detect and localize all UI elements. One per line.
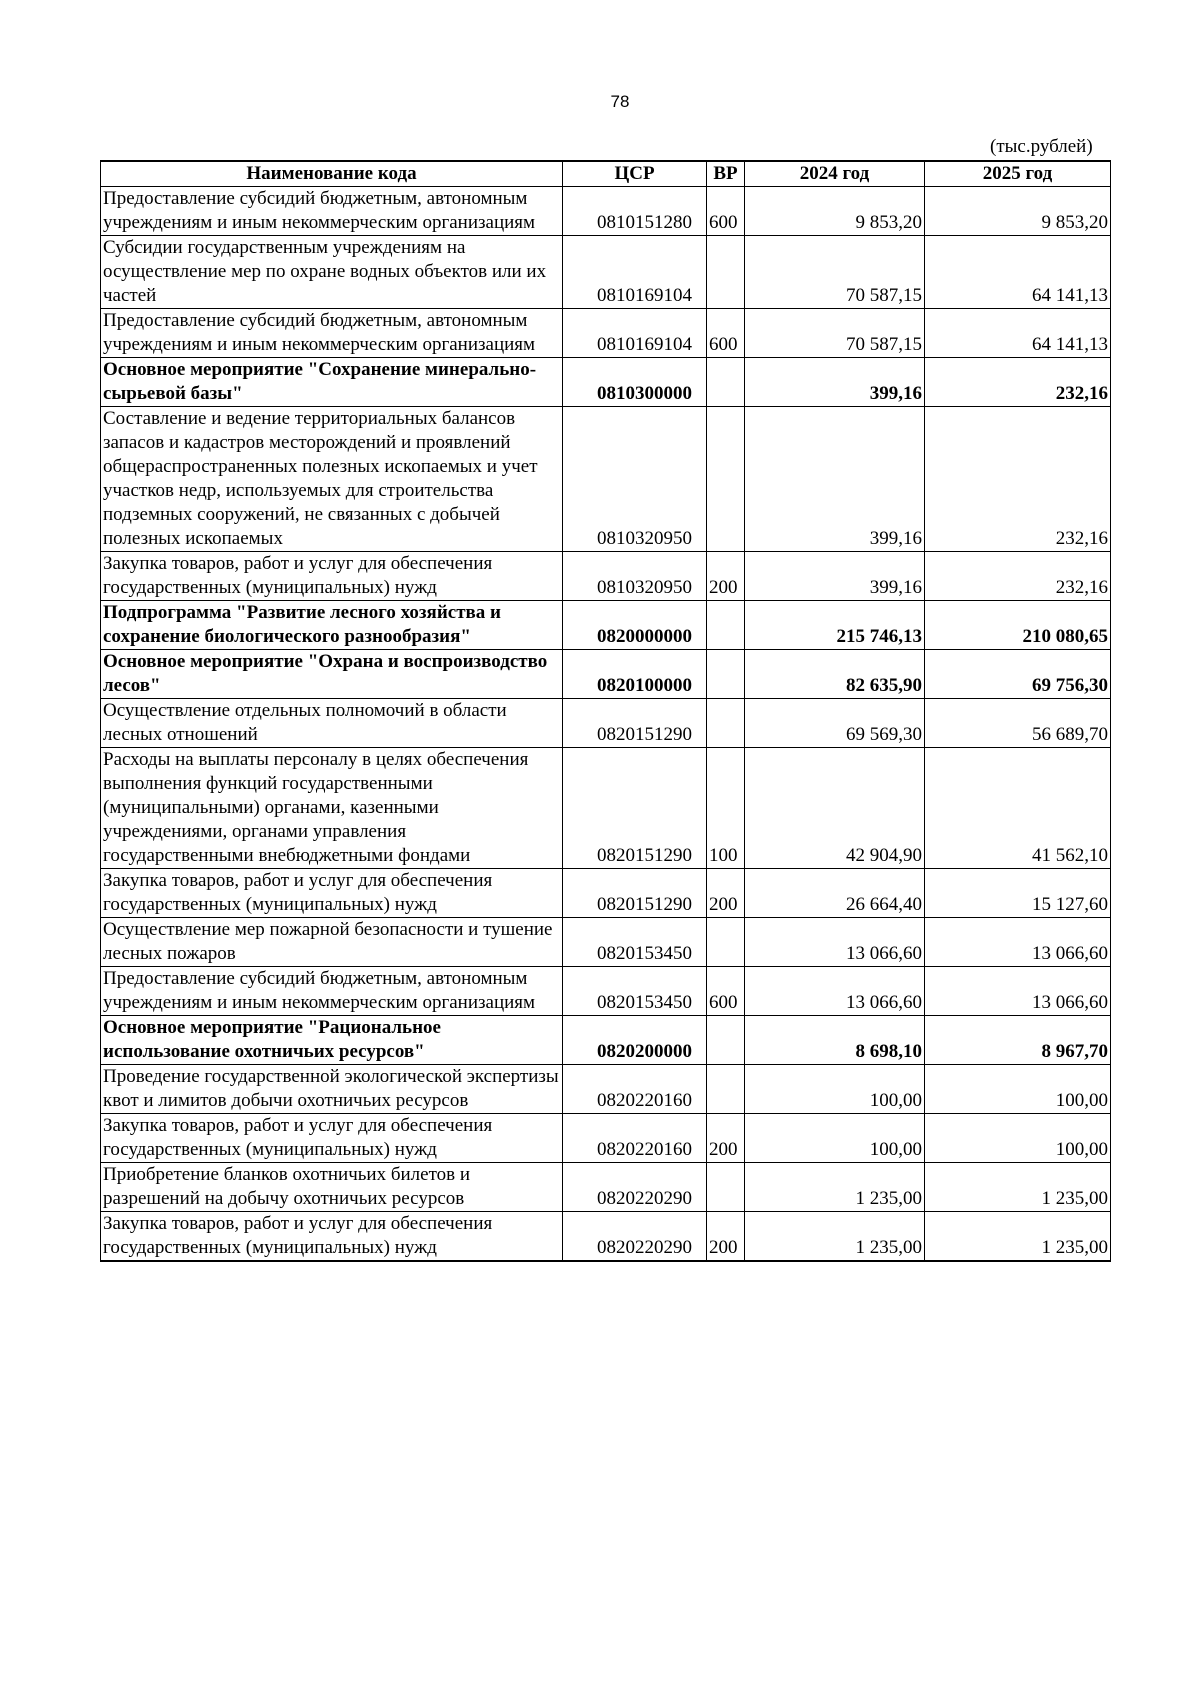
cell-2024: 8 698,10 <box>745 1016 925 1065</box>
table-row <box>101 407 1111 552</box>
table-row <box>101 1114 1111 1163</box>
cell-csr: 0810151280 <box>563 187 707 236</box>
cell-csr: 0810320950 <box>563 407 707 552</box>
cell-vr: 200 <box>707 869 745 918</box>
table-row <box>101 1163 1111 1212</box>
cell-2025: 1 235,00 <box>925 1163 1111 1212</box>
cell-vr: 200 <box>707 1212 745 1262</box>
table-row <box>101 650 1111 699</box>
cell-2024: 399,16 <box>745 407 925 552</box>
cell-vr <box>707 358 745 407</box>
cell-2025: 9 853,20 <box>925 187 1111 236</box>
cell-vr: 100 <box>707 748 745 869</box>
cell-2024: 69 569,30 <box>745 699 925 748</box>
cell-vr <box>707 1065 745 1114</box>
cell-vr: 200 <box>707 552 745 601</box>
cell-2025: 13 066,60 <box>925 918 1111 967</box>
table-row <box>101 699 1111 748</box>
table-row <box>101 1016 1111 1065</box>
cell-2025: 232,16 <box>925 407 1111 552</box>
cell-name: Предоставление субсидий бюджетным, автономным учреждениям и иным некоммерческим организациям <box>101 967 563 1016</box>
cell-vr <box>707 918 745 967</box>
cell-vr <box>707 407 745 552</box>
cell-csr: 0820151290 <box>563 699 707 748</box>
cell-csr: 0820220160 <box>563 1065 707 1114</box>
cell-vr: 600 <box>707 309 745 358</box>
cell-name: Основное мероприятие "Сохранение минерально-сырьевой базы" <box>101 358 563 407</box>
table-row <box>101 918 1111 967</box>
header-name: Наименование кода <box>101 161 563 187</box>
cell-2025: 232,16 <box>925 358 1111 407</box>
cell-name: Осуществление отдельных полномочий в области лесных отношений <box>101 699 563 748</box>
cell-csr: 0820151290 <box>563 748 707 869</box>
cell-2024: 70 587,15 <box>745 309 925 358</box>
cell-2024: 26 664,40 <box>745 869 925 918</box>
cell-2025: 100,00 <box>925 1065 1111 1114</box>
cell-2024: 215 746,13 <box>745 601 925 650</box>
cell-2024: 82 635,90 <box>745 650 925 699</box>
cell-csr: 0820200000 <box>563 1016 707 1065</box>
cell-csr: 0820220160 <box>563 1114 707 1163</box>
table-row <box>101 1065 1111 1114</box>
cell-csr: 0810320950 <box>563 552 707 601</box>
table-row <box>101 967 1111 1016</box>
table-row <box>101 748 1111 869</box>
cell-2025: 56 689,70 <box>925 699 1111 748</box>
cell-vr <box>707 236 745 309</box>
cell-vr: 600 <box>707 187 745 236</box>
cell-csr: 0810169104 <box>563 236 707 309</box>
cell-vr <box>707 1163 745 1212</box>
cell-2024: 13 066,60 <box>745 918 925 967</box>
cell-name: Подпрограмма "Развитие лесного хозяйства и сохранение биологического разнообразия" <box>101 601 563 650</box>
header-2025: 2025 год <box>925 161 1111 187</box>
cell-csr: 0820151290 <box>563 869 707 918</box>
cell-vr <box>707 699 745 748</box>
cell-vr <box>707 601 745 650</box>
cell-2024: 1 235,00 <box>745 1212 925 1262</box>
cell-name: Расходы на выплаты персоналу в целях обеспечения выполнения функций государственными (муниципальными) органами, казенными учреждениями, органами управления государственными внебюджетными фондами <box>101 748 563 869</box>
units-label: (тыс.рублей) <box>990 136 1093 157</box>
cell-name: Закупка товаров, работ и услуг для обеспечения государственных (муниципальных) нужд <box>101 1114 563 1163</box>
cell-csr: 0820153450 <box>563 967 707 1016</box>
cell-csr: 0820100000 <box>563 650 707 699</box>
table-row <box>101 601 1111 650</box>
cell-name: Основное мероприятие "Рациональное использование охотничьих ресурсов" <box>101 1016 563 1065</box>
cell-2024: 13 066,60 <box>745 967 925 1016</box>
table-row <box>101 1212 1111 1262</box>
cell-name: Приобретение бланков охотничьих билетов и разрешений на добычу охотничьих ресурсов <box>101 1163 563 1212</box>
table-body <box>101 187 1111 1262</box>
cell-2025: 15 127,60 <box>925 869 1111 918</box>
budget-table <box>100 160 1111 1262</box>
cell-csr: 0820153450 <box>563 918 707 967</box>
table-row <box>101 187 1111 236</box>
cell-2025: 64 141,13 <box>925 236 1111 309</box>
cell-name: Субсидии государственным учреждениям на осуществление мер по охране водных объектов или их частей <box>101 236 563 309</box>
cell-csr: 0810300000 <box>563 358 707 407</box>
cell-name: Закупка товаров, работ и услуг для обеспечения государственных (муниципальных) нужд <box>101 552 563 601</box>
header-2024: 2024 год <box>745 161 925 187</box>
cell-2025: 210 080,65 <box>925 601 1111 650</box>
cell-2025: 232,16 <box>925 552 1111 601</box>
cell-name: Предоставление субсидий бюджетным, автономным учреждениям и иным некоммерческим организациям <box>101 187 563 236</box>
cell-2024: 70 587,15 <box>745 236 925 309</box>
cell-2025: 13 066,60 <box>925 967 1111 1016</box>
cell-2025: 8 967,70 <box>925 1016 1111 1065</box>
cell-name: Основное мероприятие "Охрана и воспроизводство лесов" <box>101 650 563 699</box>
cell-2025: 64 141,13 <box>925 309 1111 358</box>
cell-vr: 200 <box>707 1114 745 1163</box>
table-header-row <box>101 161 1111 187</box>
cell-2025: 100,00 <box>925 1114 1111 1163</box>
cell-2024: 399,16 <box>745 358 925 407</box>
cell-csr: 0820220290 <box>563 1163 707 1212</box>
table-row <box>101 236 1111 309</box>
cell-name: Осуществление мер пожарной безопасности и тушение лесных пожаров <box>101 918 563 967</box>
table-row <box>101 869 1111 918</box>
cell-csr: 0820000000 <box>563 601 707 650</box>
cell-csr: 0820220290 <box>563 1212 707 1262</box>
cell-name: Закупка товаров, работ и услуг для обеспечения государственных (муниципальных) нужд <box>101 1212 563 1262</box>
cell-vr <box>707 1016 745 1065</box>
cell-name: Проведение государственной экологической экспертизы квот и лимитов добычи охотничьих ресурсов <box>101 1065 563 1114</box>
cell-name: Предоставление субсидий бюджетным, автономным учреждениям и иным некоммерческим организациям <box>101 309 563 358</box>
cell-2025: 1 235,00 <box>925 1212 1111 1262</box>
page-number: 78 <box>610 92 630 111</box>
cell-vr <box>707 650 745 699</box>
cell-csr: 0810169104 <box>563 309 707 358</box>
cell-name: Закупка товаров, работ и услуг для обеспечения государственных (муниципальных) нужд <box>101 869 563 918</box>
header-csr: ЦСР <box>563 161 707 187</box>
cell-2024: 100,00 <box>745 1065 925 1114</box>
cell-2025: 69 756,30 <box>925 650 1111 699</box>
table-row <box>101 552 1111 601</box>
cell-name: Составление и ведение территориальных балансов запасов и кадастров месторождений и проявлений общераспространенных полезных ископаемых и учет участков недр, используемых для строительства подземных сооружений, не связанных с добычей полезных ископаемых <box>101 407 563 552</box>
cell-2024: 9 853,20 <box>745 187 925 236</box>
cell-vr: 600 <box>707 967 745 1016</box>
cell-2024: 42 904,90 <box>745 748 925 869</box>
cell-2024: 399,16 <box>745 552 925 601</box>
cell-2024: 100,00 <box>745 1114 925 1163</box>
table-row <box>101 309 1111 358</box>
cell-2024: 1 235,00 <box>745 1163 925 1212</box>
table-row <box>101 358 1111 407</box>
header-vr: ВР <box>707 161 745 187</box>
cell-2025: 41 562,10 <box>925 748 1111 869</box>
